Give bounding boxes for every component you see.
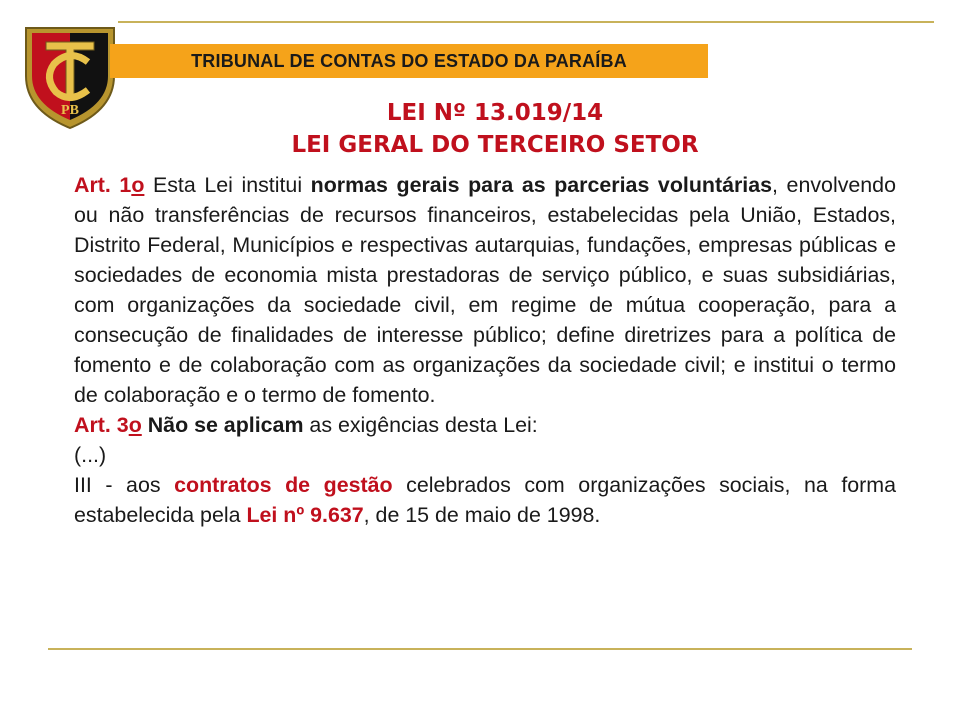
law-text-body bbox=[74, 170, 896, 530]
inciso-iii: III - aos contratos de gestão celebrados com organizações sociais, na forma estabelecida pela Lei nº 9.637, de 15 de maio de 1998. bbox=[74, 473, 896, 527]
art1-highlight: normas gerais para as parcerias voluntárias bbox=[310, 173, 773, 197]
contratos-gestao-highlight: contratos de gestão bbox=[174, 473, 393, 497]
art3-highlight: Não se aplicam bbox=[147, 413, 304, 437]
institution-banner: TRIBUNAL DE CONTAS DO ESTADO DA PARAÍBA bbox=[110, 44, 708, 78]
bottom-rule bbox=[48, 648, 912, 650]
article-1: Art. 1o Esta Lei institui normas gerais para as parcerias voluntárias, envolvendo ou não transferências de recursos financeiros, estabelecidas pela União, Estados, Distrito Federal, Municípios e respectivas autarquias, fundações, empresas públicas e sociedades de economia mista prestadoras de serviço público, e suas subsidiárias, com organizações da sociedade civil, em regime de mútua cooperação, para a consecução de finalidades de interesse público; define diretrizes para a política de fomento e de colaboração com as organizações da sociedade civil; e institui o termo de colaboração e o termo de fomento. bbox=[74, 173, 896, 407]
law-name-title: LEI GERAL DO TERCEIRO SETOR bbox=[291, 132, 699, 158]
lei-9637-highlight: Lei nº 9.637 bbox=[246, 503, 364, 527]
art1-label: Art. 1o bbox=[74, 173, 145, 197]
law-number-title: LEI Nº 13.019/14 bbox=[386, 100, 604, 126]
art3-label: Art. 3o bbox=[74, 413, 142, 437]
ellipsis: (...) bbox=[74, 443, 107, 467]
svg-text:PB: PB bbox=[61, 103, 79, 118]
article-3: Art. 3o Não se aplicam as exigências desta Lei: bbox=[74, 413, 538, 437]
top-rule bbox=[118, 21, 934, 23]
